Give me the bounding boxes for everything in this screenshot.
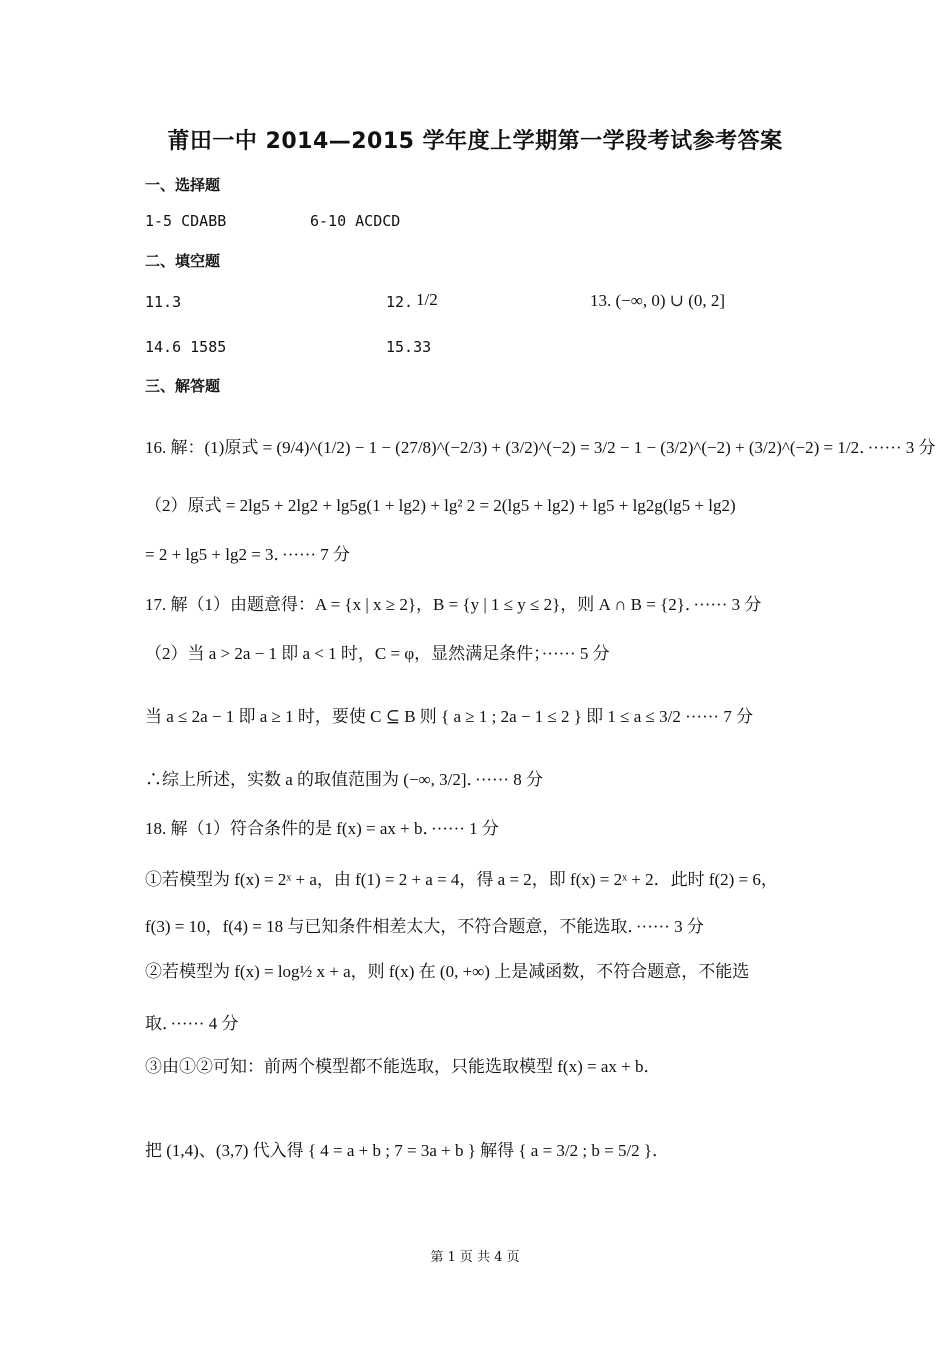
fill-answer-12-value: 1/2 [416,290,438,309]
fill-answer-15: 15.33 [386,338,432,356]
fill-answer-14: 14.6 1585 [145,338,227,356]
section-heading-fill: 二、填空题 [145,252,221,270]
solution-16-part2: （2）原式 = 2lg5 + 2lg2 + lg5g(1 + lg2) + lg² 2 = 2(lg5 + lg2) + lg5 + lg2g(lg5 + lg2) [145,496,736,515]
solution-18-system: 把 (1,4)、(3,7) 代入得 { 4 = a + b ; 7 = 3a + b } 解得 { a = 3/2 ; b = 5/2 }． [145,1141,670,1160]
solution-17-part2-case2: 当 a ≤ 2a − 1 即 a ≥ 1 时，要使 C ⊆ B 则 { a ≥ 1 ; 2a − 1 ≤ 2 } 即 1 ≤ a ≤ 3/2 ······ 7 分 [145,707,754,726]
solution-17-part2-case1: （2）当 a > 2a − 1 即 a < 1 时，C = φ，显然满足条件；······ 5 分 [145,644,610,663]
solution-16-part2-result: = 2 + lg5 + lg2 = 3．······ 7 分 [145,545,351,564]
solution-18-model3: ③由①②可知：前两个模型都不能选取，只能选取模型 f(x) = ax + b． [145,1057,661,1076]
solution-18-model1: ①若模型为 f(x) = 2ˣ + a，由 f(1) = 2 + a = 4，得 a = 2，即 f(x) = 2ˣ + 2．此时 f(2) = 6， [145,870,778,889]
solution-17-conclusion: ∴综上所述，实数 a 的取值范围为 (−∞, 3/2]．······ 8 分 [145,770,544,789]
solution-16-part1: 16. 解：(1)原式 = (9/4)^(1/2) − 1 − (27/8)^(−2/3) + (3/2)^(−2) = 3/2 − 1 − (3/2)^(−2) + (3/2)^(−2) = 1/2．······ 3 分 [145,438,936,457]
fill-answer-11: 11.3 [145,293,182,311]
page-title: 莆田一中 2014—2015 学年度上学期第一学段考试参考答案 [167,129,783,154]
choice-answers-1-5: 1-5 CDABB [145,212,227,230]
solution-17-part1: 17. 解（1）由题意得：A = {x | x ≥ 2}，B = {y | 1 ≤ y ≤ 2}，则 A ∩ B = {2}．······ 3 分 [145,595,762,614]
section-heading-solutions: 三、解答题 [145,377,221,395]
solution-18-model1-result: f(3) = 10，f(4) = 18 与已知条件相差太大，不符合题意，不能选取．······ 3 分 [145,917,704,936]
choice-answers-6-10: 6-10 ACDCD [310,212,401,230]
solution-18-part1: 18. 解（1）符合条件的是 f(x) = ax + b．······ 1 分 [145,819,499,838]
solution-18-model2-result: 取．······ 4 分 [145,1014,239,1033]
fill-answer-12-label: 12. [386,293,414,311]
section-heading-choice: 一、选择题 [145,176,221,194]
fill-answer-13: 13. (−∞, 0) ∪ (0, 2] [590,291,726,310]
page-footer: 第 1 页 共 4 页 [430,1250,520,1265]
solution-18-model2: ②若模型为 f(x) = log½ x + a，则 f(x) 在 (0, +∞) 上是减函数，不符合题意，不能选 [145,962,750,981]
